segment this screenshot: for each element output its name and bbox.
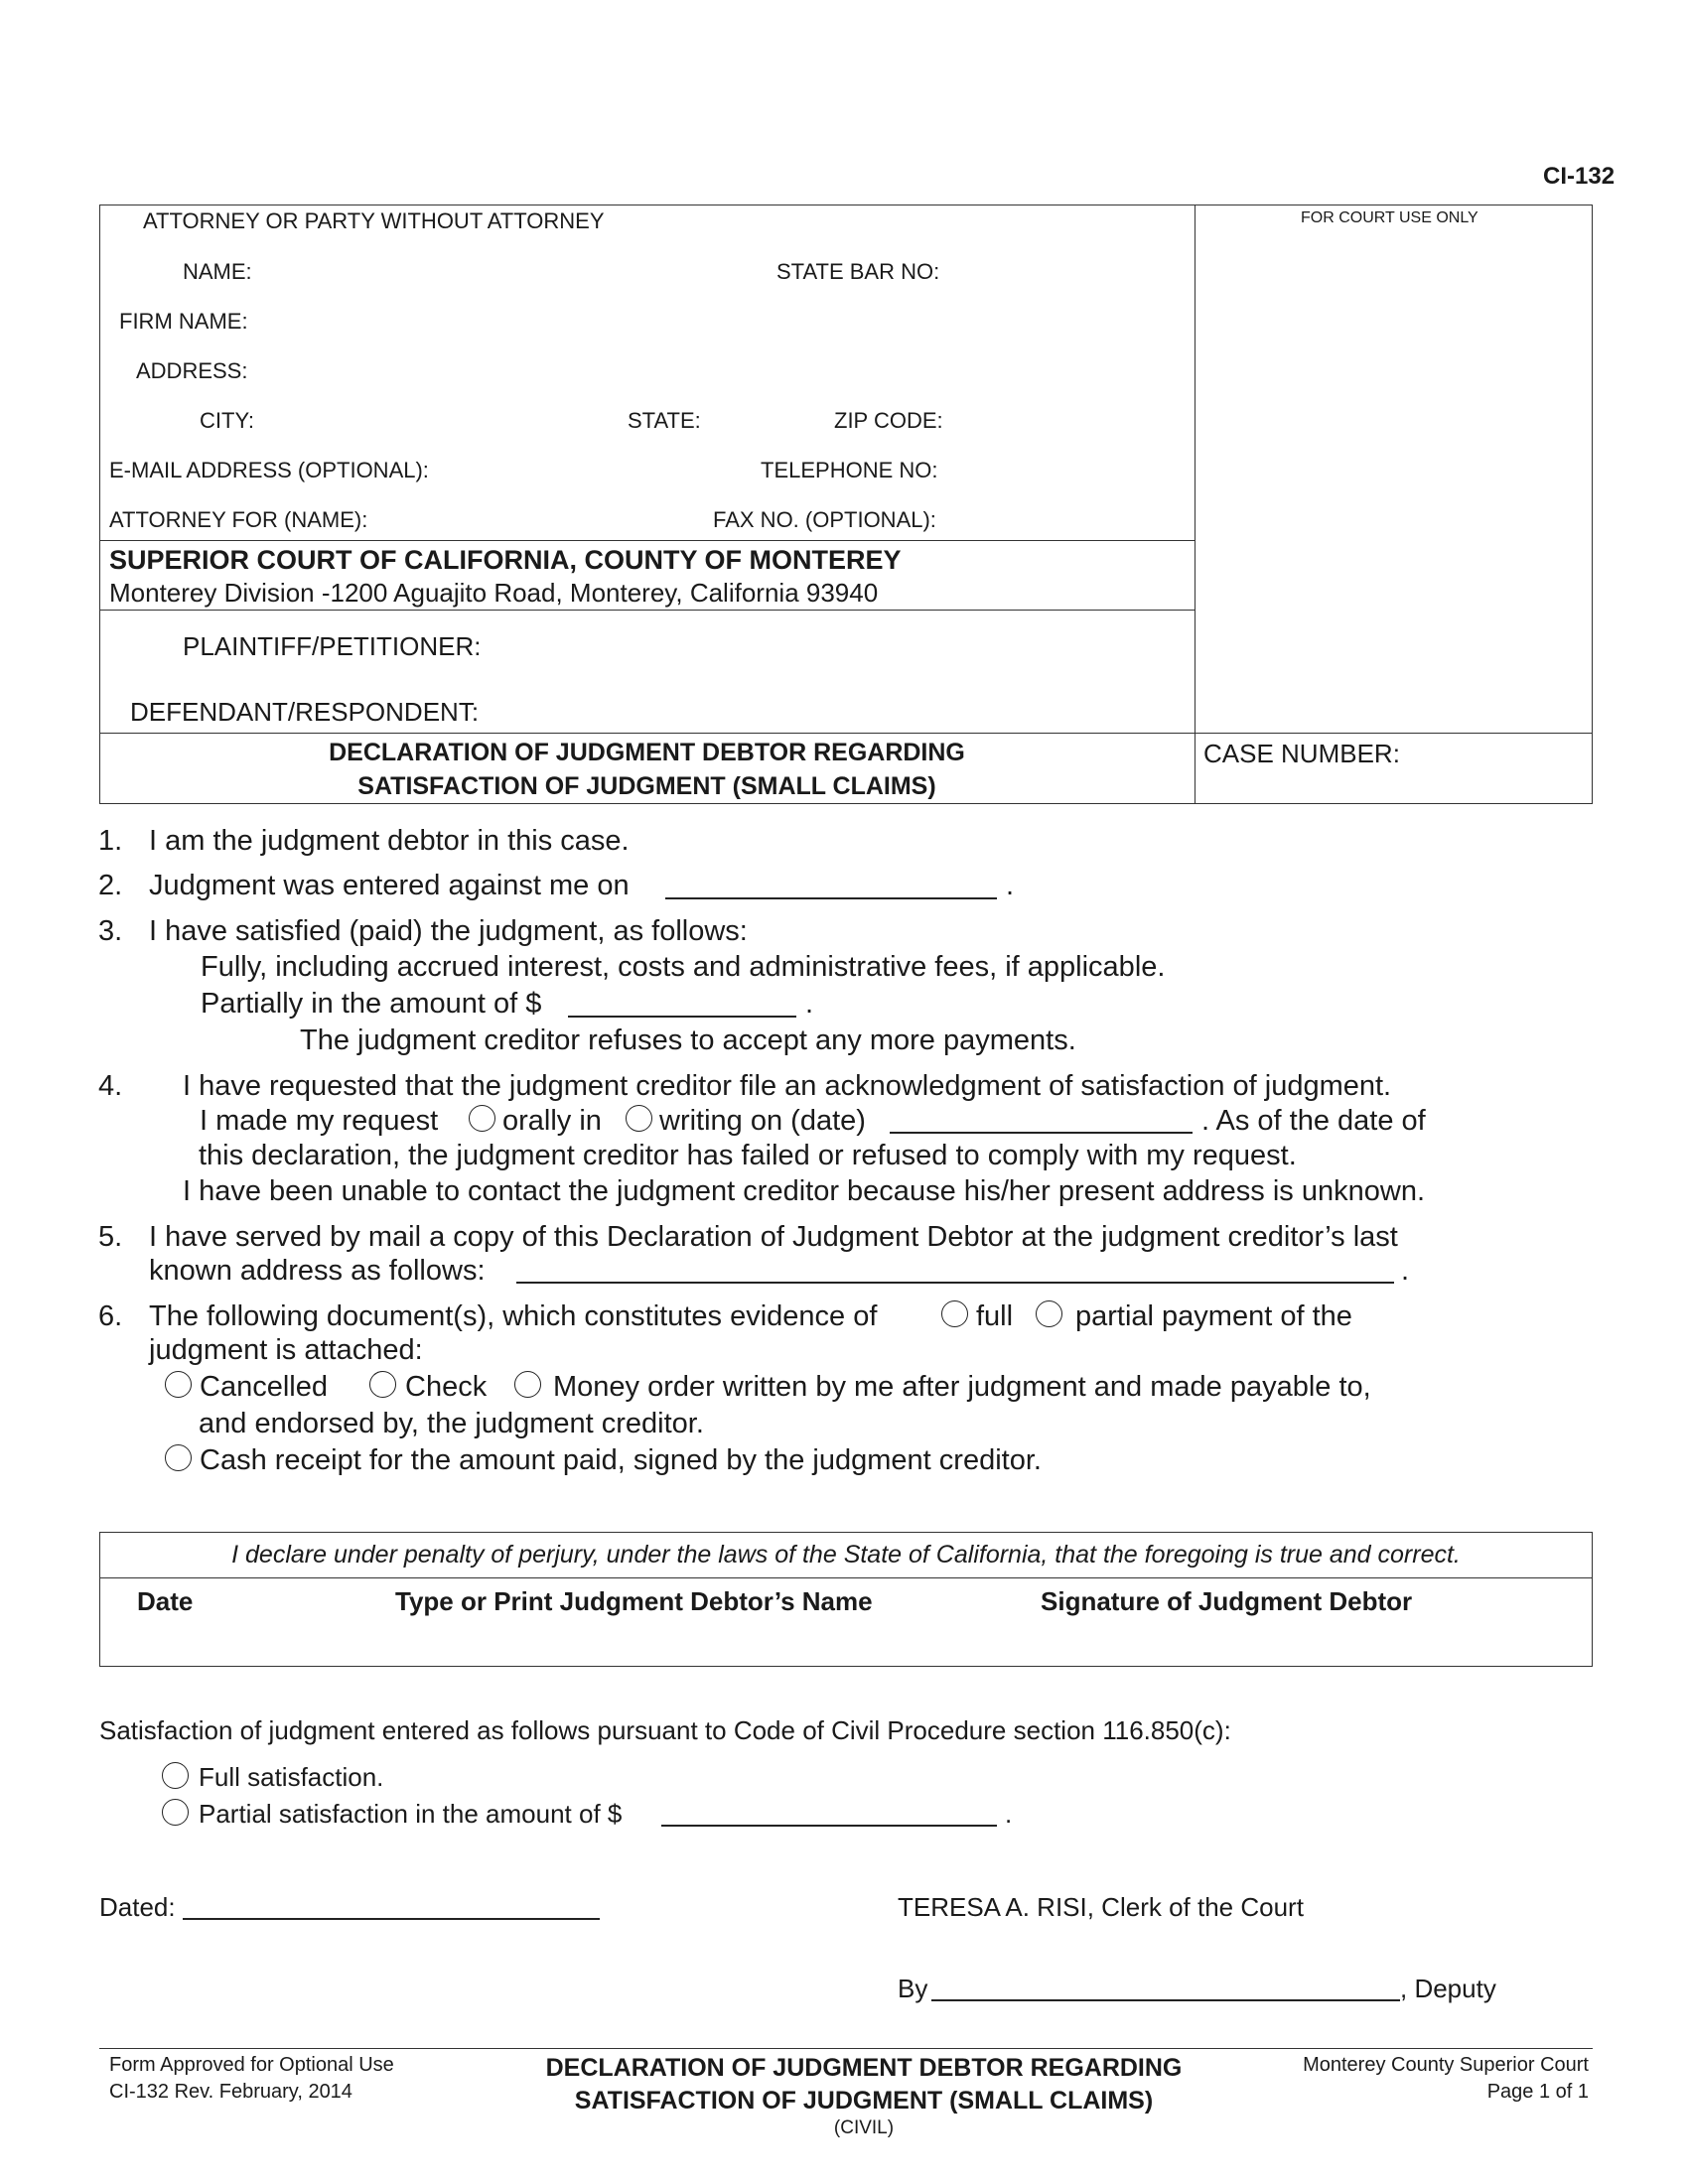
partial-satisfaction-radio[interactable] xyxy=(162,1799,189,1826)
item-4-text: I have requested that the judgment creditor file an acknowledgment of satisfaction of judgment. xyxy=(183,1070,1392,1102)
zip-label: ZIP CODE: xyxy=(834,408,943,433)
judgment-date-line[interactable] xyxy=(665,897,997,899)
creditor-address-line[interactable] xyxy=(516,1282,1394,1284)
footer-court: Monterey County Superior Court xyxy=(1303,2054,1589,2076)
debtor-name-column-label: Type or Print Judgment Debtor’s Name xyxy=(395,1586,873,1616)
footer-approved: Form Approved for Optional Use xyxy=(109,2054,394,2076)
form-title-line2: SATISFACTION OF JUDGMENT (SMALL CLAIMS) xyxy=(357,772,936,800)
attorney-heading: ATTORNEY OR PARTY WITHOUT ATTORNEY xyxy=(143,208,605,233)
item-5-number: 5. xyxy=(98,1221,123,1253)
item-4-unable: I have been unable to contact the judgment creditor because his/her present address is unknown. xyxy=(183,1175,1426,1207)
item-5-period: . xyxy=(1401,1255,1410,1287)
case-number-label: CASE NUMBER: xyxy=(1203,739,1400,768)
form-title-line1: DECLARATION OF JUDGMENT DEBTOR REGARDING xyxy=(329,739,965,766)
date-column-label: Date xyxy=(137,1586,194,1616)
name-label: NAME: xyxy=(183,259,252,284)
telephone-label: TELEPHONE NO: xyxy=(761,458,938,482)
item-3-partially: Partially in the amount of $ xyxy=(201,988,542,1020)
cash-receipt-radio[interactable] xyxy=(165,1444,192,1471)
city-label: CITY: xyxy=(200,408,255,433)
satisfaction-intro: Satisfaction of judgment entered as follows pursuant to Code of Civil Procedure section 116.850(c): xyxy=(99,1715,1231,1745)
deputy-label: , Deputy xyxy=(1400,1974,1496,2003)
item-3-fully: Fully, including accrued interest, costs and administrative fees, if applicable. xyxy=(201,951,1166,983)
court-name: SUPERIOR COURT OF CALIFORNIA, COUNTY OF MONTEREY xyxy=(109,545,902,575)
request-date-line[interactable] xyxy=(890,1132,1193,1134)
full-payment-label: full xyxy=(976,1300,1014,1332)
court-address: Monterey Division -1200 Aguajito Road, Monterey, California 93940 xyxy=(109,578,879,608)
item-6-number: 6. xyxy=(98,1300,123,1332)
deputy-signature-line[interactable] xyxy=(931,1999,1400,2001)
court-use-label: FOR COURT USE ONLY xyxy=(1301,209,1478,226)
item-6-text: The following document(s), which constitutes evidence of xyxy=(149,1300,878,1332)
cash-receipt-label: Cash receipt for the amount paid, signed by the judgment creditor. xyxy=(200,1444,1042,1476)
signature-column-label: Signature of Judgment Debtor xyxy=(1041,1586,1413,1616)
check-radio[interactable] xyxy=(369,1371,396,1398)
footer-page: Page 1 of 1 xyxy=(1486,2081,1589,2103)
footer-revision: CI-132 Rev. February, 2014 xyxy=(109,2081,352,2103)
satisfaction-period: . xyxy=(1005,1799,1013,1829)
item-4-as-of: . As of the date of xyxy=(1201,1105,1426,1137)
defendant-label: DEFENDANT/RESPONDENT: xyxy=(130,697,480,727)
orally-label: orally in xyxy=(502,1105,602,1137)
money-order-label-2: and endorsed by, the judgment creditor. xyxy=(199,1408,704,1439)
email-label: E-MAIL ADDRESS (OPTIONAL): xyxy=(109,458,429,482)
item-4-request: I made my request xyxy=(200,1105,439,1137)
plaintiff-label: PLAINTIFF/PETITIONER: xyxy=(183,631,482,661)
satisfaction-amount-line[interactable] xyxy=(661,1825,997,1827)
orally-radio[interactable] xyxy=(469,1105,495,1132)
perjury-statement: I declare under penalty of perjury, under the laws of the State of California, that the foregoing is true and correct. xyxy=(231,1541,1461,1569)
dated-line[interactable] xyxy=(183,1918,600,1920)
item-2-number: 2. xyxy=(98,870,123,901)
fax-label: FAX NO. (OPTIONAL): xyxy=(713,507,936,532)
footer-title-line1: DECLARATION OF JUDGMENT DEBTOR REGARDING xyxy=(545,2054,1183,2082)
full-satisfaction-radio[interactable] xyxy=(162,1762,189,1789)
partial-amount-line[interactable] xyxy=(568,1016,796,1018)
partial-payment-radio[interactable] xyxy=(1036,1300,1062,1327)
form-id: CI-132 xyxy=(1543,163,1616,190)
full-payment-radio[interactable] xyxy=(941,1300,968,1327)
writing-label: writing on (date) xyxy=(659,1105,866,1137)
footer-civil: (CIVIL) xyxy=(833,2117,895,2138)
address-label: ADDRESS: xyxy=(136,358,248,383)
by-label: By xyxy=(898,1974,928,2003)
writing-radio[interactable] xyxy=(626,1105,652,1132)
item-1-number: 1. xyxy=(98,825,123,857)
full-satisfaction-label: Full satisfaction. xyxy=(199,1762,384,1792)
item-3-number: 3. xyxy=(98,915,123,947)
item-2-period: . xyxy=(1006,870,1015,901)
partial-satisfaction-label: Partial satisfaction in the amount of $ xyxy=(199,1799,623,1829)
clerk-name: TERESA A. RISI, Clerk of the Court xyxy=(898,1892,1304,1922)
money-order-radio[interactable] xyxy=(514,1371,541,1398)
footer-divider xyxy=(99,2048,1593,2049)
money-order-label: Money order written by me after judgment and made payable to, xyxy=(553,1371,1371,1403)
item-2-text: Judgment was entered against me on xyxy=(149,870,630,901)
state-bar-label: STATE BAR NO: xyxy=(776,259,940,284)
item-3-period: . xyxy=(805,988,814,1020)
partial-payment-label: partial payment of the xyxy=(1075,1300,1352,1332)
item-3-text: I have satisfied (paid) the judgment, as follows: xyxy=(149,915,748,947)
item-5-text: I have served by mail a copy of this Declaration of Judgment Debtor at the judgment creditor’s last xyxy=(149,1221,1398,1253)
cancelled-label: Cancelled xyxy=(200,1371,328,1403)
item-5-address: known address as follows: xyxy=(149,1255,486,1287)
check-label: Check xyxy=(405,1371,488,1403)
cancelled-radio[interactable] xyxy=(165,1371,192,1398)
item-3-refuses: The judgment creditor refuses to accept any more payments. xyxy=(300,1024,1076,1056)
item-1-text: I am the judgment debtor in this case. xyxy=(149,825,630,857)
item-4-number: 4. xyxy=(98,1070,123,1102)
attorney-for-label: ATTORNEY FOR (NAME): xyxy=(109,507,368,532)
state-label: STATE: xyxy=(628,408,701,433)
item-6-attached: judgment is attached: xyxy=(149,1334,423,1366)
footer-title-line2: SATISFACTION OF JUDGMENT (SMALL CLAIMS) xyxy=(574,2087,1154,2115)
dated-label: Dated: xyxy=(99,1892,176,1922)
firm-name-label: FIRM NAME: xyxy=(119,309,248,334)
item-4-failed: this declaration, the judgment creditor has failed or refused to comply with my request. xyxy=(199,1140,1297,1171)
